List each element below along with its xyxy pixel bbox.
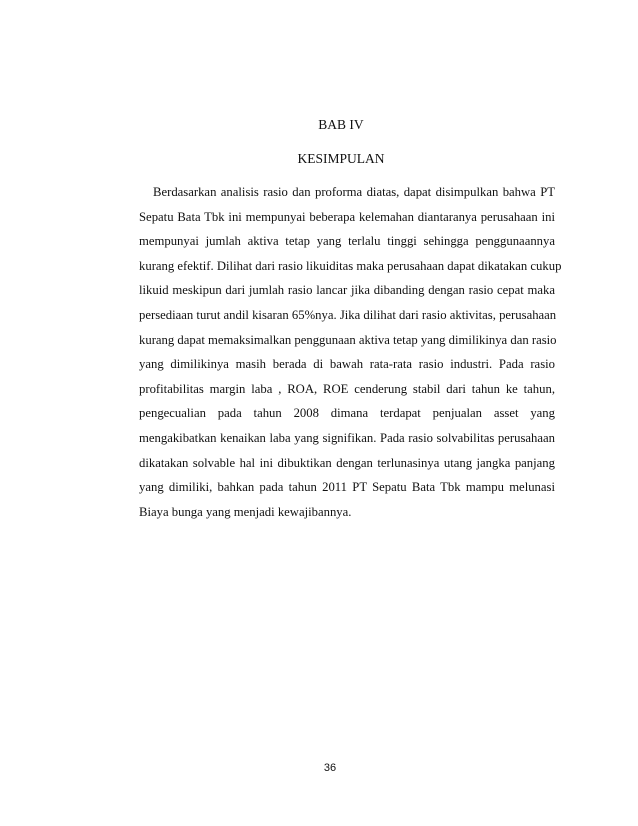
paragraph-line: yang dimiliki, bahkan pada tahun 2011 PT Sepatu Bata Tbk mampu melunasi: [139, 480, 555, 495]
chapter-number: BAB IV: [318, 117, 364, 132]
paragraph-line: kurang dapat memaksimalkan penggunaan aktiva tetap yang dimilikinya dan rasio: [139, 332, 557, 347]
paragraph-line: mempunyai jumlah aktiva tetap yang terlalu tinggi sehingga penggunaannya: [139, 234, 555, 249]
paragraph-line: likuid meskipun dari jumlah rasio lancar jika dibanding dengan rasio cepat maka: [139, 283, 555, 298]
paragraph-line: mengakibatkan kenaikan laba yang signifikan. Pada rasio solvabilitas perusahaan: [139, 430, 555, 445]
chapter-title: KESIMPULAN: [297, 151, 385, 166]
paragraph-line: dikatakan solvable hal ini dibuktikan dengan terlunasinya utang jangka panjang: [139, 455, 555, 470]
paragraph-line: Biaya bunga yang menjadi kewajibannya.: [139, 504, 352, 519]
conclusion-paragraph: [139, 180, 562, 524]
paragraph-line: yang dimilikinya masih berada di bawah rata-rata rasio industri. Pada rasio: [139, 357, 555, 372]
paragraph-line: Sepatu Bata Tbk ini mempunyai beberapa kelemahan diantaranya perusahaan ini: [139, 209, 555, 224]
paragraph-line: pengecualian pada tahun 2008 dimana terdapat penjualan asset yang: [139, 406, 555, 421]
paragraph-line: kurang efektif. Dilihat dari rasio likuiditas maka perusahaan dapat dikatakan cukup: [139, 258, 562, 273]
paragraph-line: profitabilitas margin laba , ROA, ROE cenderung stabil dari tahun ke tahun,: [139, 381, 555, 396]
paragraph-line: Berdasarkan analisis rasio dan proforma diatas, dapat disimpulkan bahwa PT: [153, 185, 555, 199]
paragraph-line: persediaan turut andil kisaran 65%nya. Jika dilihat dari rasio aktivitas, perusahaan: [139, 307, 557, 322]
page-number: 36: [323, 762, 337, 774]
